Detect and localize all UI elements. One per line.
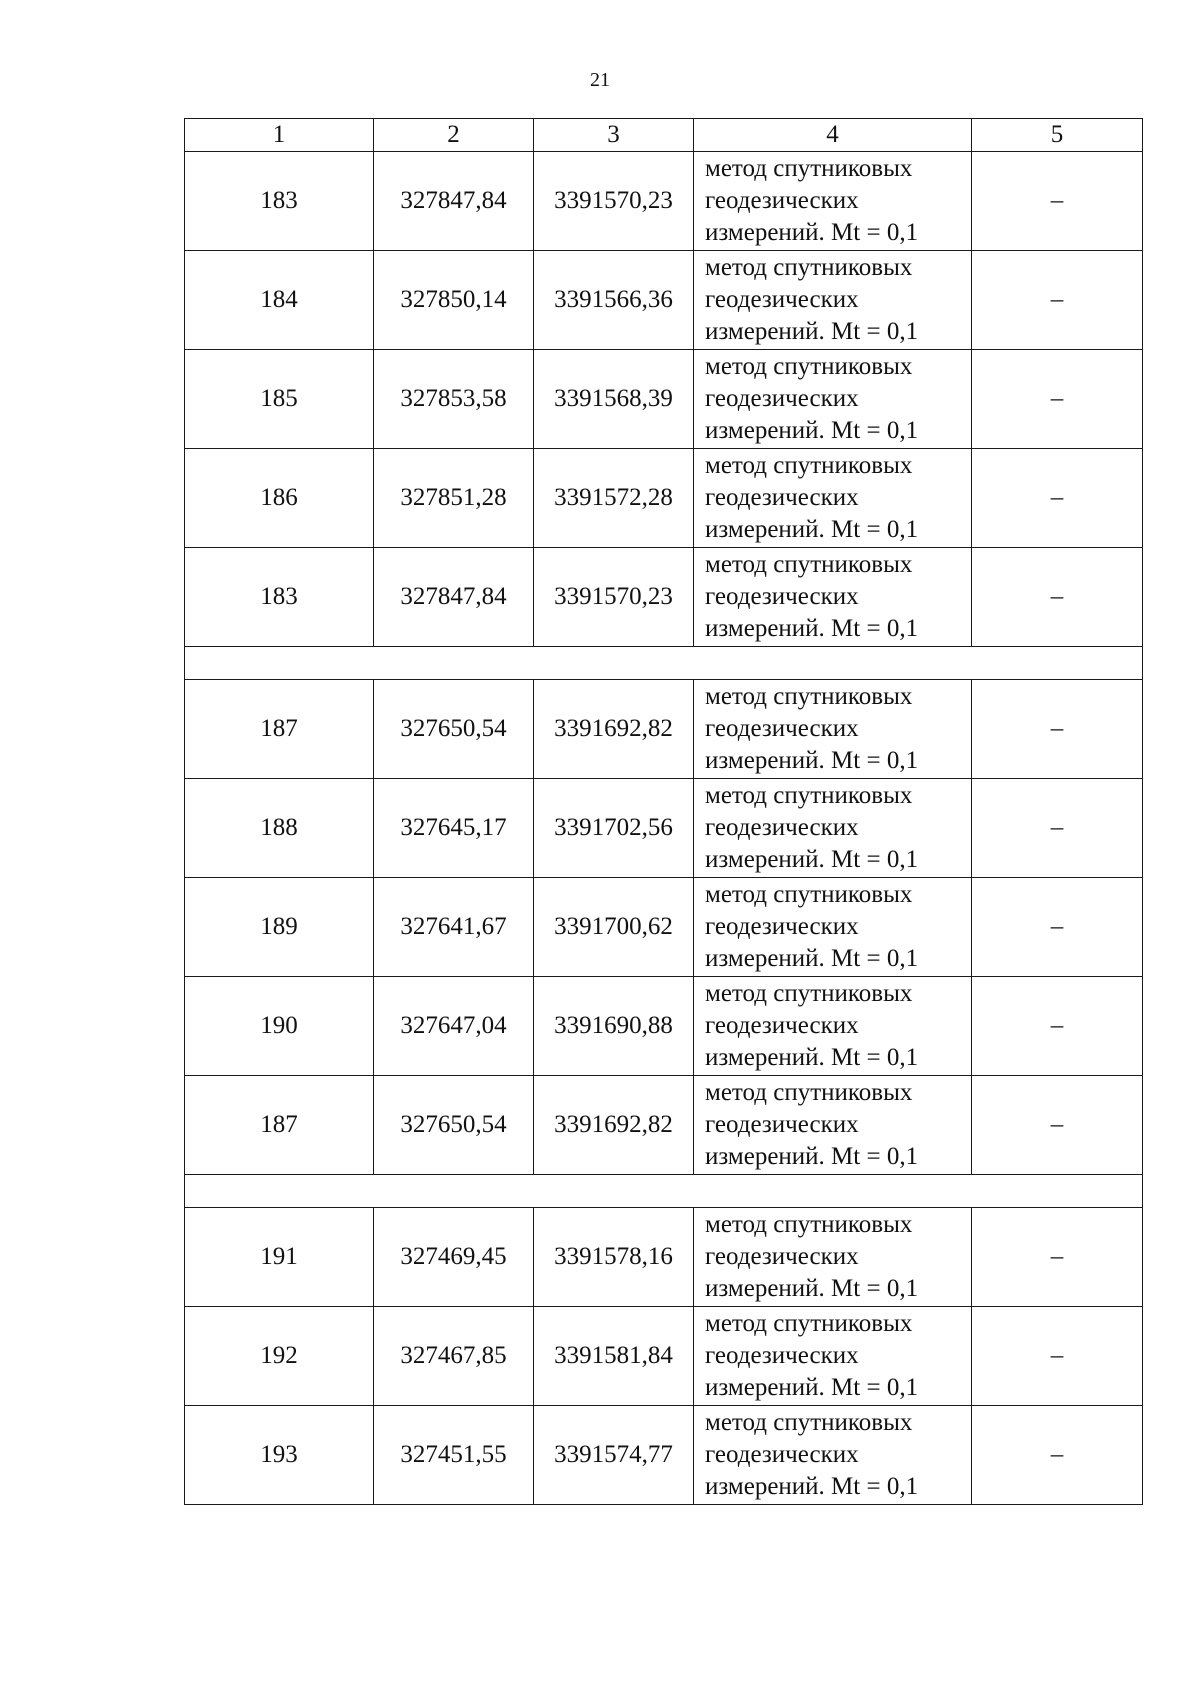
header-row	[185, 119, 1143, 152]
point-number-cell: 188	[185, 779, 374, 878]
method-text-line1: метод спутниковых	[705, 155, 913, 182]
x-coordinate-cell: 327641,67	[374, 878, 534, 977]
method-text-line1: метод спутниковых	[705, 881, 913, 908]
point-number-cell: 192	[185, 1307, 374, 1406]
method-cell	[694, 548, 972, 647]
method-text-line1: метод спутниковых	[705, 1211, 913, 1238]
table-row	[185, 977, 1143, 1076]
method-text-line2: геодезических	[705, 187, 859, 214]
point-number-cell: 193	[185, 1406, 374, 1505]
method-text-line1: метод спутниковых	[705, 980, 913, 1007]
column-5-cell: –	[972, 449, 1143, 548]
method-cell	[694, 1076, 972, 1175]
method-text-line2: геодезических	[705, 484, 859, 511]
method-text-line3: измерений. Mt = 0,1	[705, 417, 919, 444]
y-coordinate-cell: 3391578,16	[534, 1208, 694, 1307]
column-5-cell: –	[972, 1307, 1143, 1406]
table-row	[185, 1406, 1143, 1505]
point-number-cell: 189	[185, 878, 374, 977]
point-number-cell: 187	[185, 680, 374, 779]
x-coordinate-cell: 327647,04	[374, 977, 534, 1076]
table-row	[185, 878, 1143, 977]
method-cell	[694, 251, 972, 350]
method-text-line3: измерений. Mt = 0,1	[705, 846, 919, 873]
table-row	[185, 1208, 1143, 1307]
x-coordinate-cell: 327650,54	[374, 680, 534, 779]
table-row	[185, 548, 1143, 647]
method-text-line2: геодезических	[705, 385, 859, 412]
method-text-line2: геодезических	[705, 583, 859, 610]
method-text-line3: измерений. Mt = 0,1	[705, 219, 919, 246]
method-cell	[694, 449, 972, 548]
method-text-line3: измерений. Mt = 0,1	[705, 615, 919, 642]
x-coordinate-cell: 327851,28	[374, 449, 534, 548]
y-coordinate-cell: 3391692,82	[534, 1076, 694, 1175]
table-row	[185, 152, 1143, 251]
method-text-line3: измерений. Mt = 0,1	[705, 1473, 919, 1500]
column-5-cell: –	[972, 251, 1143, 350]
y-coordinate-cell: 3391572,28	[534, 449, 694, 548]
column-5-cell: –	[972, 152, 1143, 251]
y-coordinate-cell: 3391692,82	[534, 680, 694, 779]
method-text-line2: геодезических	[705, 1243, 859, 1270]
method-text-line2: геодезических	[705, 814, 859, 841]
y-coordinate-cell: 3391581,84	[534, 1307, 694, 1406]
header-cell-2: 2	[374, 119, 534, 152]
method-text-line2: геодезических	[705, 1441, 859, 1468]
column-5-cell: –	[972, 1076, 1143, 1175]
method-cell	[694, 878, 972, 977]
point-number-cell: 191	[185, 1208, 374, 1307]
method-text-line1: метод спутниковых	[705, 683, 913, 710]
method-cell	[694, 1406, 972, 1505]
method-text-line2: геодезических	[705, 913, 859, 940]
x-coordinate-cell: 327853,58	[374, 350, 534, 449]
x-coordinate-cell: 327847,84	[374, 152, 534, 251]
column-5-cell: –	[972, 1208, 1143, 1307]
point-number-cell: 187	[185, 1076, 374, 1175]
column-5-cell: –	[972, 977, 1143, 1076]
coordinates-table	[184, 118, 1143, 1505]
y-coordinate-cell: 3391702,56	[534, 779, 694, 878]
y-coordinate-cell: 3391570,23	[534, 152, 694, 251]
method-text-line2: геодезических	[705, 1342, 859, 1369]
section-separator-cell	[185, 647, 1143, 680]
method-text-line3: измерений. Mt = 0,1	[705, 1275, 919, 1302]
table-body	[185, 119, 1143, 1505]
x-coordinate-cell: 327847,84	[374, 548, 534, 647]
table-row	[185, 350, 1143, 449]
method-cell	[694, 779, 972, 878]
y-coordinate-cell: 3391568,39	[534, 350, 694, 449]
method-text-line1: метод спутниковых	[705, 1310, 913, 1337]
method-text-line1: метод спутниковых	[705, 551, 913, 578]
header-cell-5: 5	[972, 119, 1143, 152]
method-cell	[694, 977, 972, 1076]
method-text-line3: измерений. Mt = 0,1	[705, 516, 919, 543]
method-text-line2: геодезических	[705, 1012, 859, 1039]
method-text-line1: метод спутниковых	[705, 1409, 913, 1436]
table-row	[185, 449, 1143, 548]
y-coordinate-cell: 3391566,36	[534, 251, 694, 350]
x-coordinate-cell: 327645,17	[374, 779, 534, 878]
table-row	[185, 1307, 1143, 1406]
method-cell	[694, 350, 972, 449]
method-text-line1: метод спутниковых	[705, 782, 913, 809]
header-cell-1: 1	[185, 119, 374, 152]
method-text-line1: метод спутниковых	[705, 254, 913, 281]
header-cell-4: 4	[694, 119, 972, 152]
method-text-line2: геодезических	[705, 286, 859, 313]
method-cell	[694, 1307, 972, 1406]
point-number-cell: 190	[185, 977, 374, 1076]
method-text-line3: измерений. Mt = 0,1	[705, 1044, 919, 1071]
point-number-cell: 185	[185, 350, 374, 449]
section-separator-cell	[185, 1175, 1143, 1208]
method-text-line2: геодезических	[705, 1111, 859, 1138]
method-cell	[694, 152, 972, 251]
y-coordinate-cell: 3391700,62	[534, 878, 694, 977]
header-cell-3: 3	[534, 119, 694, 152]
table-row	[185, 251, 1143, 350]
section-separator-row	[185, 1175, 1143, 1208]
column-5-cell: –	[972, 1406, 1143, 1505]
table-row	[185, 779, 1143, 878]
x-coordinate-cell: 327469,45	[374, 1208, 534, 1307]
table-row	[185, 680, 1143, 779]
x-coordinate-cell: 327650,54	[374, 1076, 534, 1175]
method-text-line1: метод спутниковых	[705, 452, 913, 479]
method-cell	[694, 680, 972, 779]
y-coordinate-cell: 3391690,88	[534, 977, 694, 1076]
method-text-line1: метод спутниковых	[705, 1079, 913, 1106]
column-5-cell: –	[972, 680, 1143, 779]
method-cell	[694, 1208, 972, 1307]
column-5-cell: –	[972, 548, 1143, 647]
table-row	[185, 1076, 1143, 1175]
x-coordinate-cell: 327451,55	[374, 1406, 534, 1505]
point-number-cell: 183	[185, 548, 374, 647]
column-5-cell: –	[972, 350, 1143, 449]
method-text-line3: измерений. Mt = 0,1	[705, 1143, 919, 1170]
point-number-cell: 184	[185, 251, 374, 350]
method-text-line2: геодезических	[705, 715, 859, 742]
column-5-cell: –	[972, 878, 1143, 977]
point-number-cell: 183	[185, 152, 374, 251]
section-separator-row	[185, 647, 1143, 680]
x-coordinate-cell: 327467,85	[374, 1307, 534, 1406]
point-number-cell: 186	[185, 449, 374, 548]
x-coordinate-cell: 327850,14	[374, 251, 534, 350]
method-text-line3: измерений. Mt = 0,1	[705, 318, 919, 345]
method-text-line3: измерений. Mt = 0,1	[705, 747, 919, 774]
column-5-cell: –	[972, 779, 1143, 878]
method-text-line1: метод спутниковых	[705, 353, 913, 380]
y-coordinate-cell: 3391570,23	[534, 548, 694, 647]
y-coordinate-cell: 3391574,77	[534, 1406, 694, 1505]
page-number: 21	[590, 69, 610, 91]
method-text-line3: измерений. Mt = 0,1	[705, 945, 919, 972]
method-text-line3: измерений. Mt = 0,1	[705, 1374, 919, 1401]
